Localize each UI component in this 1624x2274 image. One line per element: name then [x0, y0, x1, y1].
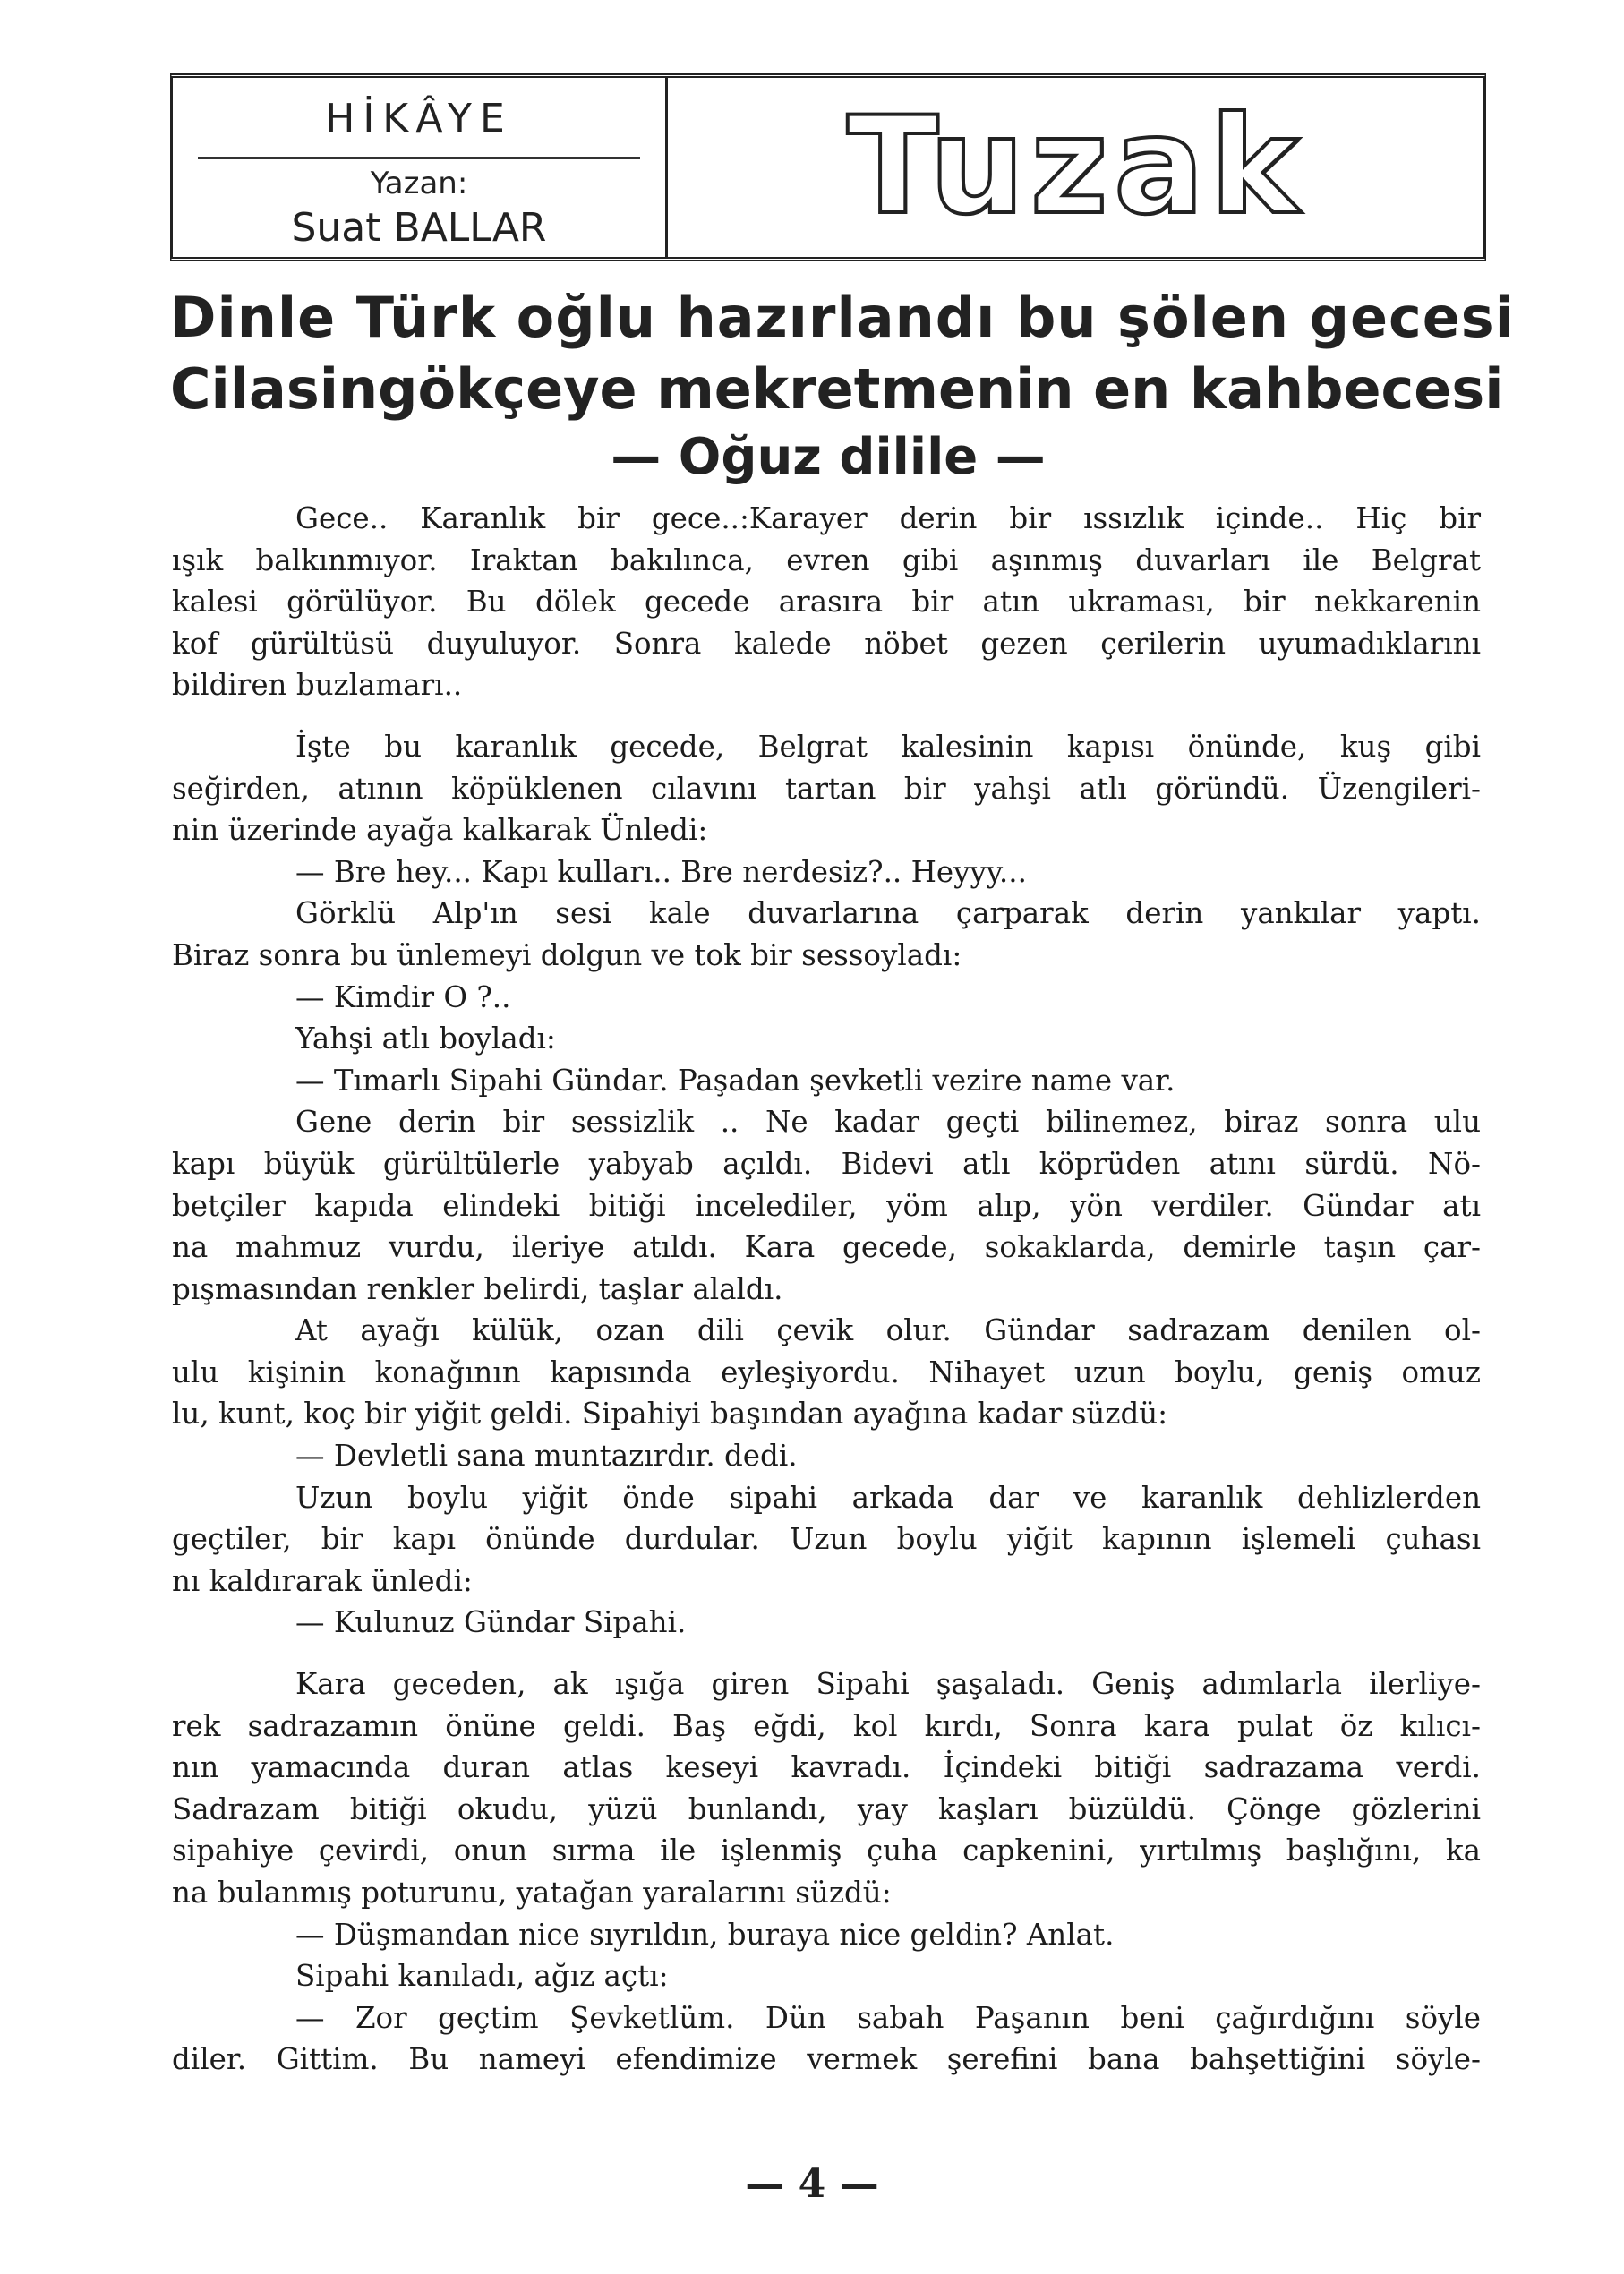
body-line: kof gürültüsü duyuluyor. Sonra kalede nöbet gezen çerilerin uyumadıklarını — [172, 626, 1481, 661]
body-line: geçtiler, bir kapı önünde durdular. Uzun boylu yiğit kapının işlemeli çuhası — [172, 1522, 1481, 1557]
headline-line-1: Dinle Türk oğlu hazırlandı bu şölen gecesi — [170, 285, 1515, 350]
body-line: Görklü Alp'ın sesi kale duvarlarına çarparak derin yankılar yaptı. — [295, 896, 1481, 931]
body-line: na mahmuz vurdu, ileriye atıldı. Kara gecede, sokaklarda, demirle taşın çar- — [172, 1230, 1481, 1265]
body-line: betçiler kapıda elindeki bitiği incelediler, yöm alıp, yön verdiler. Gündar atı — [172, 1188, 1481, 1223]
body-line: seğirden, atının köpüklenen cılavını tartan bir yahşi atlı göründü. Üzengileri- — [172, 771, 1481, 806]
body-line: nın yamacında duran atlas keseyi kavradı. İçindeki bitiği sadrazama verdi. — [172, 1750, 1481, 1785]
body-line: — Kulunuz Gündar Sipahi. — [295, 1605, 687, 1640]
body-line: na bulanmış poturunu, yatağan yaralarını süzdü: — [172, 1876, 892, 1910]
body-line: Biraz sonra bu ünlemeyi dolgun ve tok bir sessoyladı: — [172, 937, 962, 972]
body-line: Yahşi atlı boyladı: — [295, 1022, 556, 1056]
body-line: Uzun boylu yiğit önde sipahi arkada dar ve karanlık dehlizlerden — [295, 1480, 1481, 1515]
body-line: sipahiye çevirdi, onun sırma ile işlenmiş çuha capkenini, yırtılmış başlığını, ka — [172, 1834, 1481, 1868]
body-line: kapı büyük gürültülerle yabyab açıldı. Bidevi atlı köprüden atını sürdü. Nö- — [172, 1146, 1481, 1181]
body-line: — Zor geçtim Şevketlüm. Dün sabah Paşanın beni çağırdığını söyle — [295, 2000, 1481, 2035]
body-line: Kara geceden, ak ışığa giren Sipahi şaşaladı. Geniş adımlarla ilerliye- — [295, 1667, 1481, 1702]
body-line: diler. Gittim. Bu nameyi efendimize vermek şerefini bana bahşettiğini söyle- — [172, 2042, 1481, 2077]
body-line: Gene derin bir sessizlik .. Ne kadar geçti bilinemez, biraz sonra ulu — [295, 1105, 1481, 1140]
title-panel — [668, 78, 1483, 257]
body-line: Sadrazam bitiği okudu, yüzü bunlandı, yay kaşları büzüldü. Çönge gözlerini — [172, 1791, 1481, 1826]
body-line: nı kaldırarak ünledi: — [172, 1563, 473, 1598]
paragraph-gap — [172, 706, 1481, 726]
body-line: pışmasından renkler belirdi, taşlar alaldı. — [172, 1271, 783, 1306]
body-line: ışık balkınmıyor. Iraktan bakılınca, evren gibi aşınmış duvarları ile Belgrat — [172, 543, 1481, 577]
byline-label: Yazan: — [370, 166, 468, 201]
body-line: — Kimdir O ?.. — [295, 979, 511, 1014]
body-line: — Bre hey... Kapı kulları.. Bre nerdesiz?.. Heyyy... — [295, 854, 1027, 889]
body-line: bildiren buzlamarı.. — [172, 668, 463, 703]
story-body — [172, 498, 1481, 2081]
headline-line-3: — Oğuz dilile — — [611, 428, 1046, 486]
header-info-panel — [173, 78, 668, 257]
body-line: — Tımarlı Sipahi Gündar. Paşadan şevketli vezire name var. — [295, 1063, 1175, 1098]
body-line: kalesi görülüyor. Bu dölek gecede arasıra bir atın ukraması, bir nekkarenin — [172, 585, 1481, 620]
genre-label: HİKÂYE — [325, 96, 513, 141]
body-line: — Düşmandan nice sıyrıldın, buraya nice geldin? Anlat. — [295, 1917, 1115, 1952]
body-line: lu, kunt, koç bir yiğit geldi. Sipahiyi başından ayağına kadar süzdü: — [172, 1397, 1168, 1432]
story-title: Tuzak — [847, 89, 1304, 244]
story-header — [170, 73, 1486, 261]
body-line: rek sadrazamın önüne geldi. Baş eğdi, kol kırdı, Sonra kara pulat öz kılıcı- — [172, 1708, 1481, 1743]
body-line: Sipahi kanıladı, ağız açtı: — [295, 1959, 669, 1994]
paragraph-gap — [172, 1644, 1481, 1663]
body-line: nin üzerinde ayağa kalkarak Ünledi: — [172, 813, 708, 848]
page-number: — 4 — — [745, 2161, 879, 2207]
body-line: Gece.. Karanlık bir gece..:Karayer derin bir ıssızlık içinde.. Hiç bir — [295, 501, 1481, 535]
body-line: — Devletli sana muntazırdır. dedi. — [295, 1439, 798, 1474]
headline-line-2: Cilasingökçeye mekretmenin en kahbecesi — [170, 356, 1504, 422]
divider — [198, 157, 640, 159]
body-line: İşte bu karanlık gecede, Belgrat kalesinin kapısı önünde, kuş gibi — [295, 729, 1481, 764]
body-line: ulu kişinin konağının kapısında eyleşiyordu. Nihayet uzun boylu, geniş omuz — [172, 1355, 1481, 1389]
body-line: At ayağı külük, ozan dili çevik olur. Gündar sadrazam denilen ol- — [295, 1313, 1481, 1348]
author-name: Suat BALLAR — [291, 205, 547, 251]
